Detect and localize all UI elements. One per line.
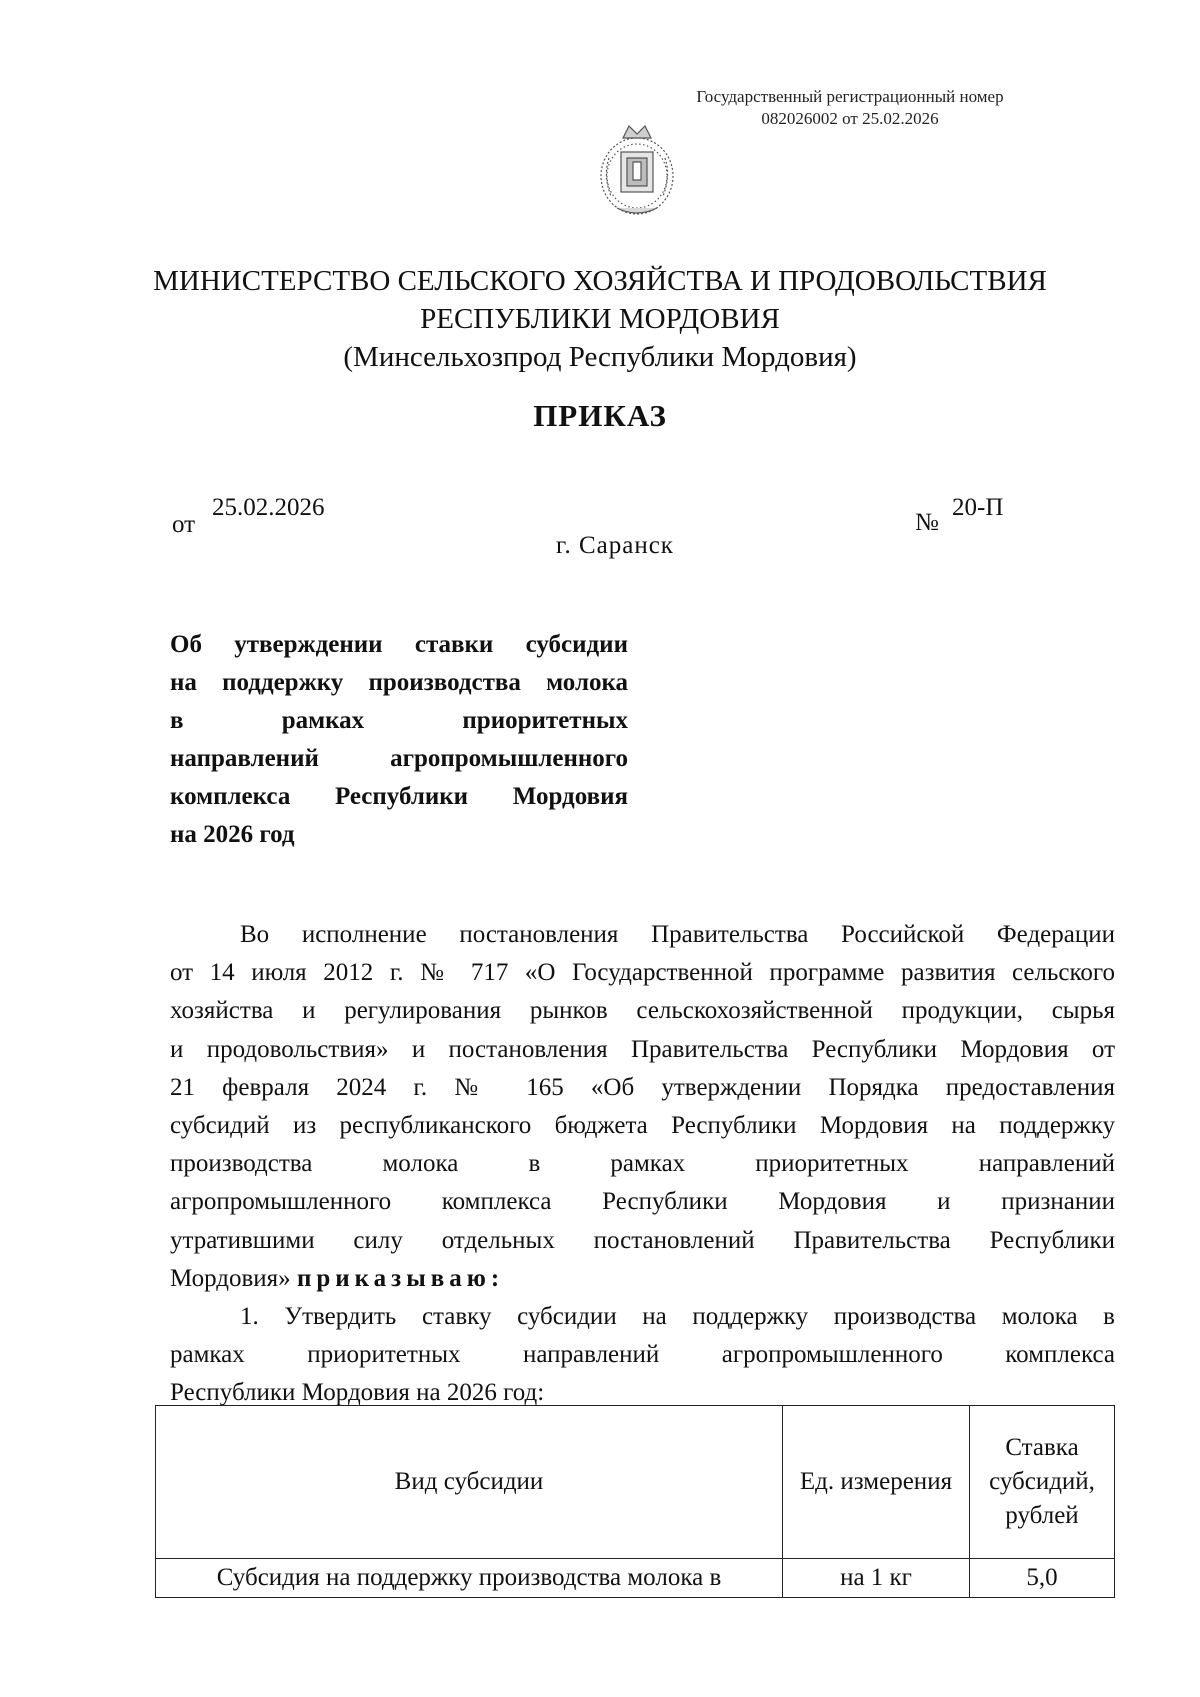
subject-line: комплекса Республики Мордовия [170, 783, 628, 810]
order-word: приказываю [296, 1264, 491, 1292]
item-1-line: Республики Мордовия на 2026 год: [170, 1379, 545, 1407]
ministry-header [0, 262, 1200, 376]
cell-rate: 5,0 [970, 1559, 1115, 1598]
subject-line: направлений агропромышленного [170, 745, 628, 772]
body-line: производства молока в рамках приоритетных направлений [170, 1150, 1115, 1178]
body-line: Во исполнение постановления Правительства Российской Федерации [240, 921, 1115, 948]
header-unit: Ед. измерения [783, 1406, 970, 1559]
body-line: утратившими силу отдельных постановлений Правительства Республики [170, 1226, 1115, 1254]
item-1-line: рамках приоритетных направлений агропромышленного комплекса [170, 1341, 1115, 1369]
header-rate: Ставка субсидий, рублей [970, 1406, 1115, 1559]
registration-line-1: Государственный регистрационный номер [696, 87, 1004, 106]
registration-number [640, 86, 1060, 130]
document-body [170, 916, 1115, 1413]
subsidy-rate-table [155, 1405, 1115, 1598]
body-line: 21 февраля 2024 г. № 165 «Об утверждении Порядка предоставления [170, 1073, 1115, 1101]
cell-unit: на 1 кг [783, 1559, 970, 1598]
city: г. Саранск [556, 532, 674, 559]
document-date: 25.02.2026 [212, 494, 325, 521]
document-type-title: ПРИКАЗ [533, 398, 667, 433]
body-line: хозяйства и регулирования рынков сельскохозяйственной продукции, сырья [170, 997, 1115, 1025]
ministry-name-line-1: МИНИСТЕРСТВО СЕЛЬСКОГО ХОЗЯЙСТВА И ПРОДОВОЛЬСТВИЯ [153, 265, 1047, 297]
body-line: и продовольствия» и постановления Правительства Республики Мордовия от [170, 1035, 1115, 1063]
body-line: от 14 июля 2012 г. № 717 «О Государственной программе развития сельского [170, 959, 1115, 987]
registration-line-2: 082026002 от 25.02.2026 [761, 109, 939, 128]
document-subject [170, 626, 628, 854]
item-1-line: 1. Утвердить ставку субсидии на поддержку производства молока в [240, 1303, 1115, 1331]
body-line: субсидий из республиканского бюджета Республики Мордовия на поддержку [170, 1112, 1115, 1140]
cell-subsidy-type: Субсидия на поддержку производства молока в [156, 1559, 783, 1598]
subject-line: в рамках приоритетных [170, 707, 628, 734]
number-sign: № [915, 509, 939, 536]
document-number: 20-П [952, 494, 1004, 521]
subject-line: на поддержку производства молока [170, 669, 628, 696]
coat-of-arms-icon [593, 118, 681, 222]
table-header-row [156, 1406, 1115, 1559]
subject-line: на 2026 год [170, 821, 295, 848]
date-prefix: от [172, 511, 196, 538]
table-row [156, 1559, 1115, 1598]
body-line: агропромышленного комплекса Республики Мордовия и признании [170, 1188, 1115, 1216]
header-subsidy-type: Вид субсидии [156, 1406, 783, 1559]
body-line-prefix: Мордовия» [170, 1264, 291, 1292]
ministry-name-line-2: РЕСПУБЛИКИ МОРДОВИЯ [420, 303, 780, 335]
order-line [170, 1260, 1115, 1298]
ministry-short-name: (Минсельхозпрод Республики Мордовия) [343, 341, 857, 373]
subject-line: Об утверждении ставки субсидии [170, 631, 628, 658]
order-colon: : [490, 1264, 500, 1292]
